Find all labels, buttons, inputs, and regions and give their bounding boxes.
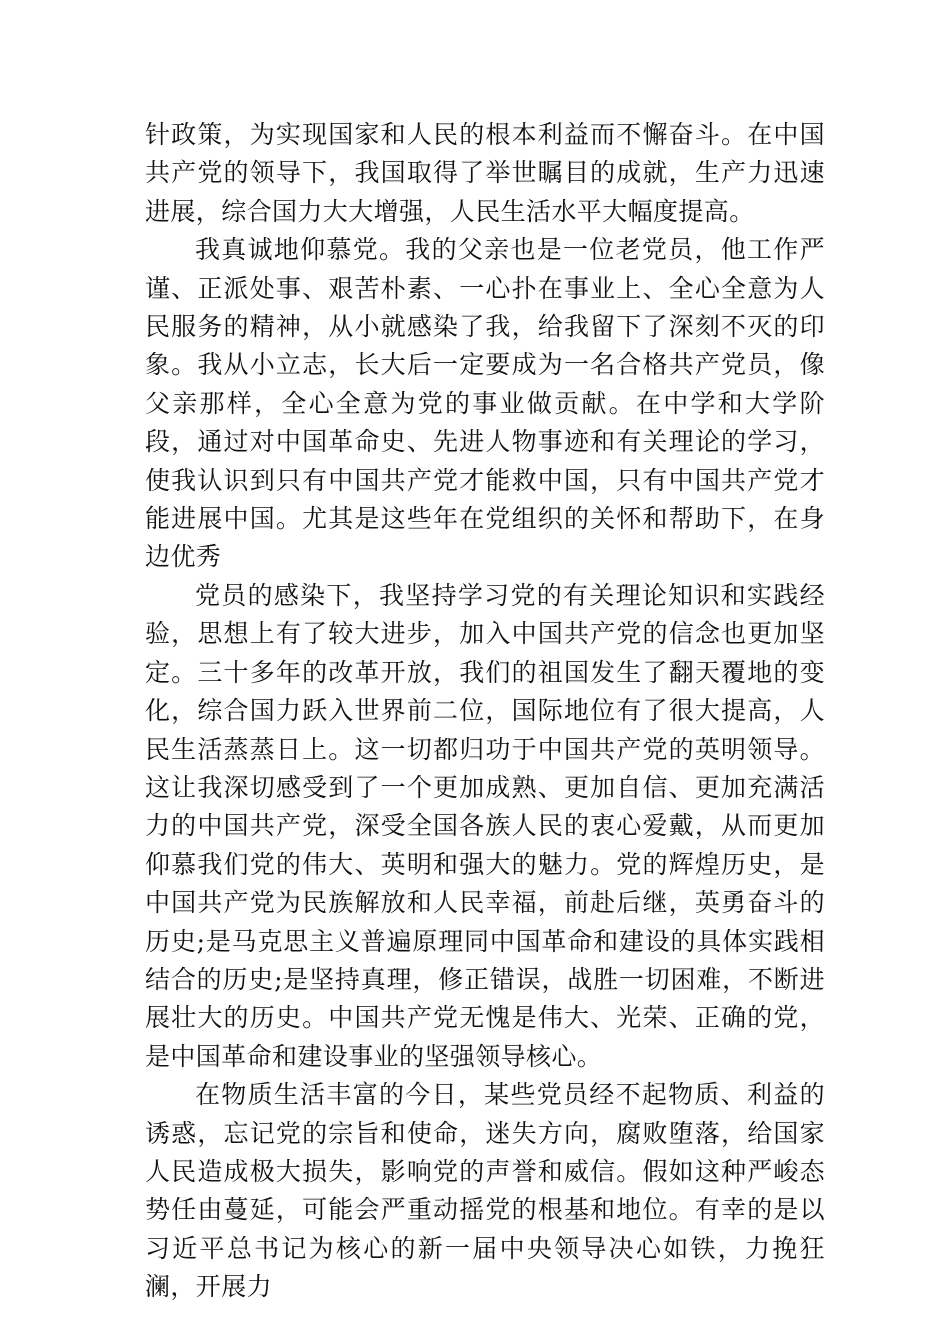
paragraph-2: 我真诚地仰慕党。我的父亲也是一位老党员，他工作严谨、正派处事、艰苦朴素、一心扑在事业上、全心全意为人民服务的精神，从小就感染了我，给我留下了深刻不灭的印象。我从小立志，长大后一定要成为一名合格共产党员，像父亲那样，全心全意为党的事业做贡献。在中学和大学阶段，通过对中国革命史、先进人物事迹和有关理论的学习，使我认识到只有中国共产党才能救中国，只有中国共产党才能进展中国。尤其是这些年在党组织的关怀和帮助下，在身边优秀 — [145, 235, 825, 572]
document-body — [145, 116, 825, 1307]
paragraph-3: 党员的感染下，我坚持学习党的有关理论知识和实践经验，思想上有了较大进步，加入中国共产党的信念也更加坚定。三十多年的改革开放，我们的祖国发生了翻天覆地的变化，综合国力跃入世界前二位，国际地位有了很大提高，人民生活蒸蒸日上。这一切都归功于中国共产党的英明领导。这让我深切感受到了一个更加成熟、更加自信、更加充满活力的中国共产党，深受全国各族人民的衷心爱戴，从而更加仰慕我们党的伟大、英明和强大的魅力。党的辉煌历史，是中国共产党为民族解放和人民幸福，前赴后继，英勇奋斗的历史;是马克思主义普遍原理同中国革命和建设的具体实践相结合的历史;是坚持真理，修正错误，战胜一切困难，不断进展壮大的历史。中国共产党无愧是伟大、光荣、正确的党，是中国革命和建设事业的坚强领导核心。 — [145, 580, 825, 1071]
paragraph-4: 在物质生活丰富的今日，某些党员经不起物质、利益的诱惑，忘记党的宗旨和使命，迷失方向，腐败堕落，给国家人民造成极大损失，影响党的声誉和威信。假如这种严峻态势任由蔓延，可能会严重动摇党的根基和地位。有幸的是以习近平总书记为核心的新一届中央领导决心如铁，力挽狂澜，开展力 — [145, 1080, 825, 1302]
paragraph-1: 针政策，为实现国家和人民的根本利益而不懈奋斗。在中国共产党的领导下，我国取得了举世瞩目的成就，生产力迅速进展，综合国力大大增强，人民生活水平大幅度提高。 — [145, 120, 825, 226]
